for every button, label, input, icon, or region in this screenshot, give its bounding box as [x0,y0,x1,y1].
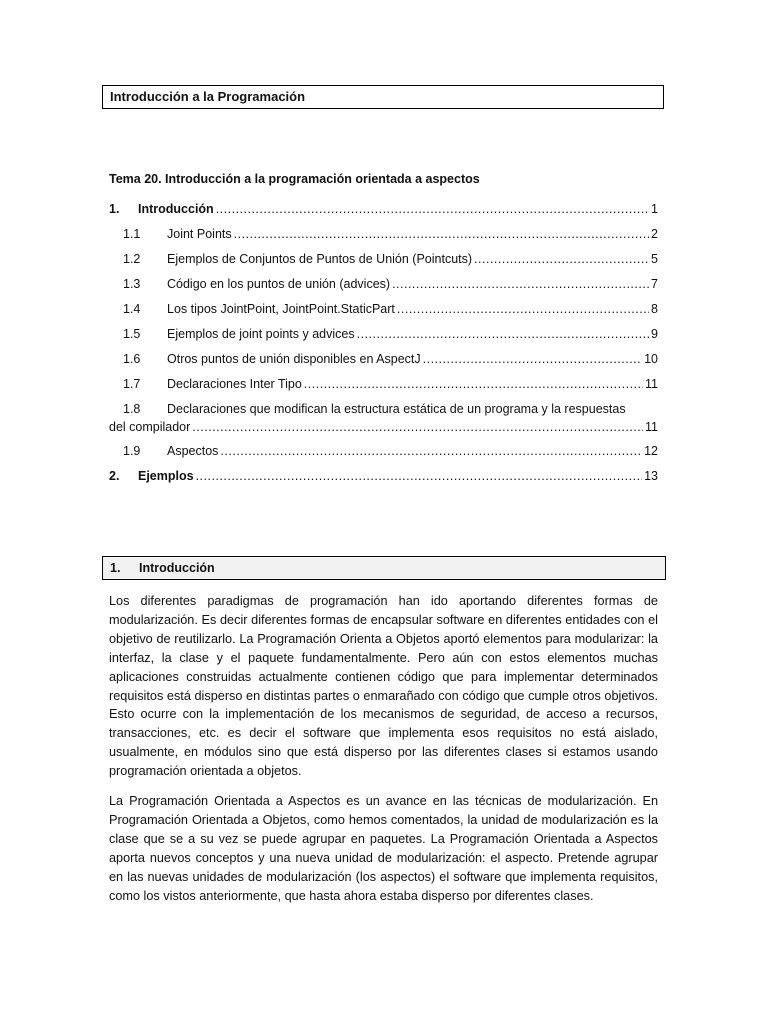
toc-entry-number: 1. [109,202,120,216]
toc-entry-page: 10 [644,352,658,366]
body-paragraph: Los diferentes paradigmas de programación han ido aportando diferentes formas de modularización. Es decir diferentes formas de encapsular software en diferentes entidades con el objetivo de reutilizarlo. La Programación Orienta a Objetos aportó elementos para modularizar: la interfaz, la clase y el paquete fundamentalmente. Pero aún con estos elementos muchas aplicaciones construidas actualmente contienen código que para implementar determinados requisitos está disperso en distintas partes o enmarañado con código que cumple otros objetivos. Esto ocurre con la implementación de los mecanismos de seguridad, de acceso a recursos, transacciones, etc. es decir el software que implementa esos requisitos no está aislado, usualmente, en módulos sino que está disperso por las diferentes clases si estamos usando programación orientada a objetos. [109,594,658,779]
toc-entry-label: Código en los puntos de unión (advices) [167,277,391,291]
toc-entry-label: Ejemplos [138,469,194,483]
toc-entry-wrapped[interactable] [109,402,658,420]
document-header-title: Introducción a la Programación [110,89,306,104]
toc-entry-label: Declaraciones que modifican la estructura estática de un programa y la respuestas [167,402,626,416]
toc-entry-page: 12 [644,444,658,458]
toc-entry-label: Los tipos JointPoint, JointPoint.StaticPart [167,302,395,316]
toc-entry-label: Ejemplos de joint points y advices [167,327,355,341]
toc-entry[interactable] [109,377,658,395]
toc-entry-label: del compilador [109,420,191,434]
toc-entry[interactable] [109,352,658,370]
toc-entry[interactable] [109,469,658,487]
toc-entry-number: 1.8 [123,402,141,416]
toc-entry[interactable] [109,327,658,345]
toc-entry-number: 1.4 [123,302,141,316]
toc-entry-page: 8 [651,302,658,316]
toc-entry-page: 7 [651,277,658,291]
toc-leader-dots [392,277,649,291]
toc-leader-dots [192,420,643,434]
toc-entry[interactable] [109,252,658,270]
toc-entry[interactable] [109,277,658,295]
toc-leader-dots [220,444,642,458]
toc-entry-number: 2. [109,469,120,483]
toc-entry-page: 13 [644,469,658,483]
toc-leader-dots [196,469,643,483]
toc-entry-number: 1.9 [123,444,141,458]
toc-leader-dots [357,327,649,341]
toc-entry-label: Introducción [138,202,214,216]
toc-entry-page: 11 [645,420,658,434]
section-title: Introducción [139,561,215,575]
toc-leader-dots [397,302,649,316]
toc-entry-page: 9 [651,327,658,341]
toc-entry[interactable] [109,302,658,320]
toc-entry-label: Ejemplos de Conjuntos de Puntos de Unión (Pointcuts) [167,252,473,266]
toc-leader-dots [423,352,642,366]
toc-entry[interactable] [109,202,658,220]
toc-entry-label: Aspectos [167,444,219,458]
toc-entry-page: 2 [651,227,658,241]
toc-entry-number: 1.2 [123,252,141,266]
toc-entry-continuation[interactable] [109,420,658,438]
section-heading [102,556,666,580]
toc-entry[interactable] [109,227,658,245]
section-number: 1. [110,561,121,575]
body-paragraph: La Programación Orientada a Aspectos es un avance en las técnicas de modularización. En Programación Orientada a Objetos, como hemos comentados, la unidad de modularización es la clase que se a su vez se puede agrupar en paquetes. La Programación Orientada a Aspectos aporta nuevos conceptos y una nueva unidad de modularización: el aspecto. Pretende agrupar en las nuevas unidades de modularización (los aspectos) el software que implementa requisitos, como los vistos anteriormente, que hasta ahora estaba disperso por diferentes clases. [109,794,658,903]
toc-entry-page: 11 [645,377,658,391]
toc-entry[interactable] [109,444,658,462]
toc-entry-label: Declaraciones Inter Tipo [167,377,302,391]
toc-entry-page: 1 [651,202,658,216]
toc-entry-page: 5 [651,252,658,266]
toc-entry-number: 1.1 [123,227,141,241]
toc-entry-label: Joint Points [167,227,232,241]
toc-entry-number: 1.3 [123,277,141,291]
toc-entry-number: 1.6 [123,352,141,366]
toc-leader-dots [216,202,649,216]
toc-leader-dots [304,377,643,391]
toc-entry-number: 1.5 [123,327,141,341]
document-header [102,85,664,109]
toc-leader-dots [474,252,649,266]
toc-entry-number: 1.7 [123,377,141,391]
toc-entry-label: Otros puntos de unión disponibles en AspectJ [167,352,421,366]
toc-title: Tema 20. Introducción a la programación orientada a aspectos [109,172,480,186]
toc-leader-dots [234,227,649,241]
